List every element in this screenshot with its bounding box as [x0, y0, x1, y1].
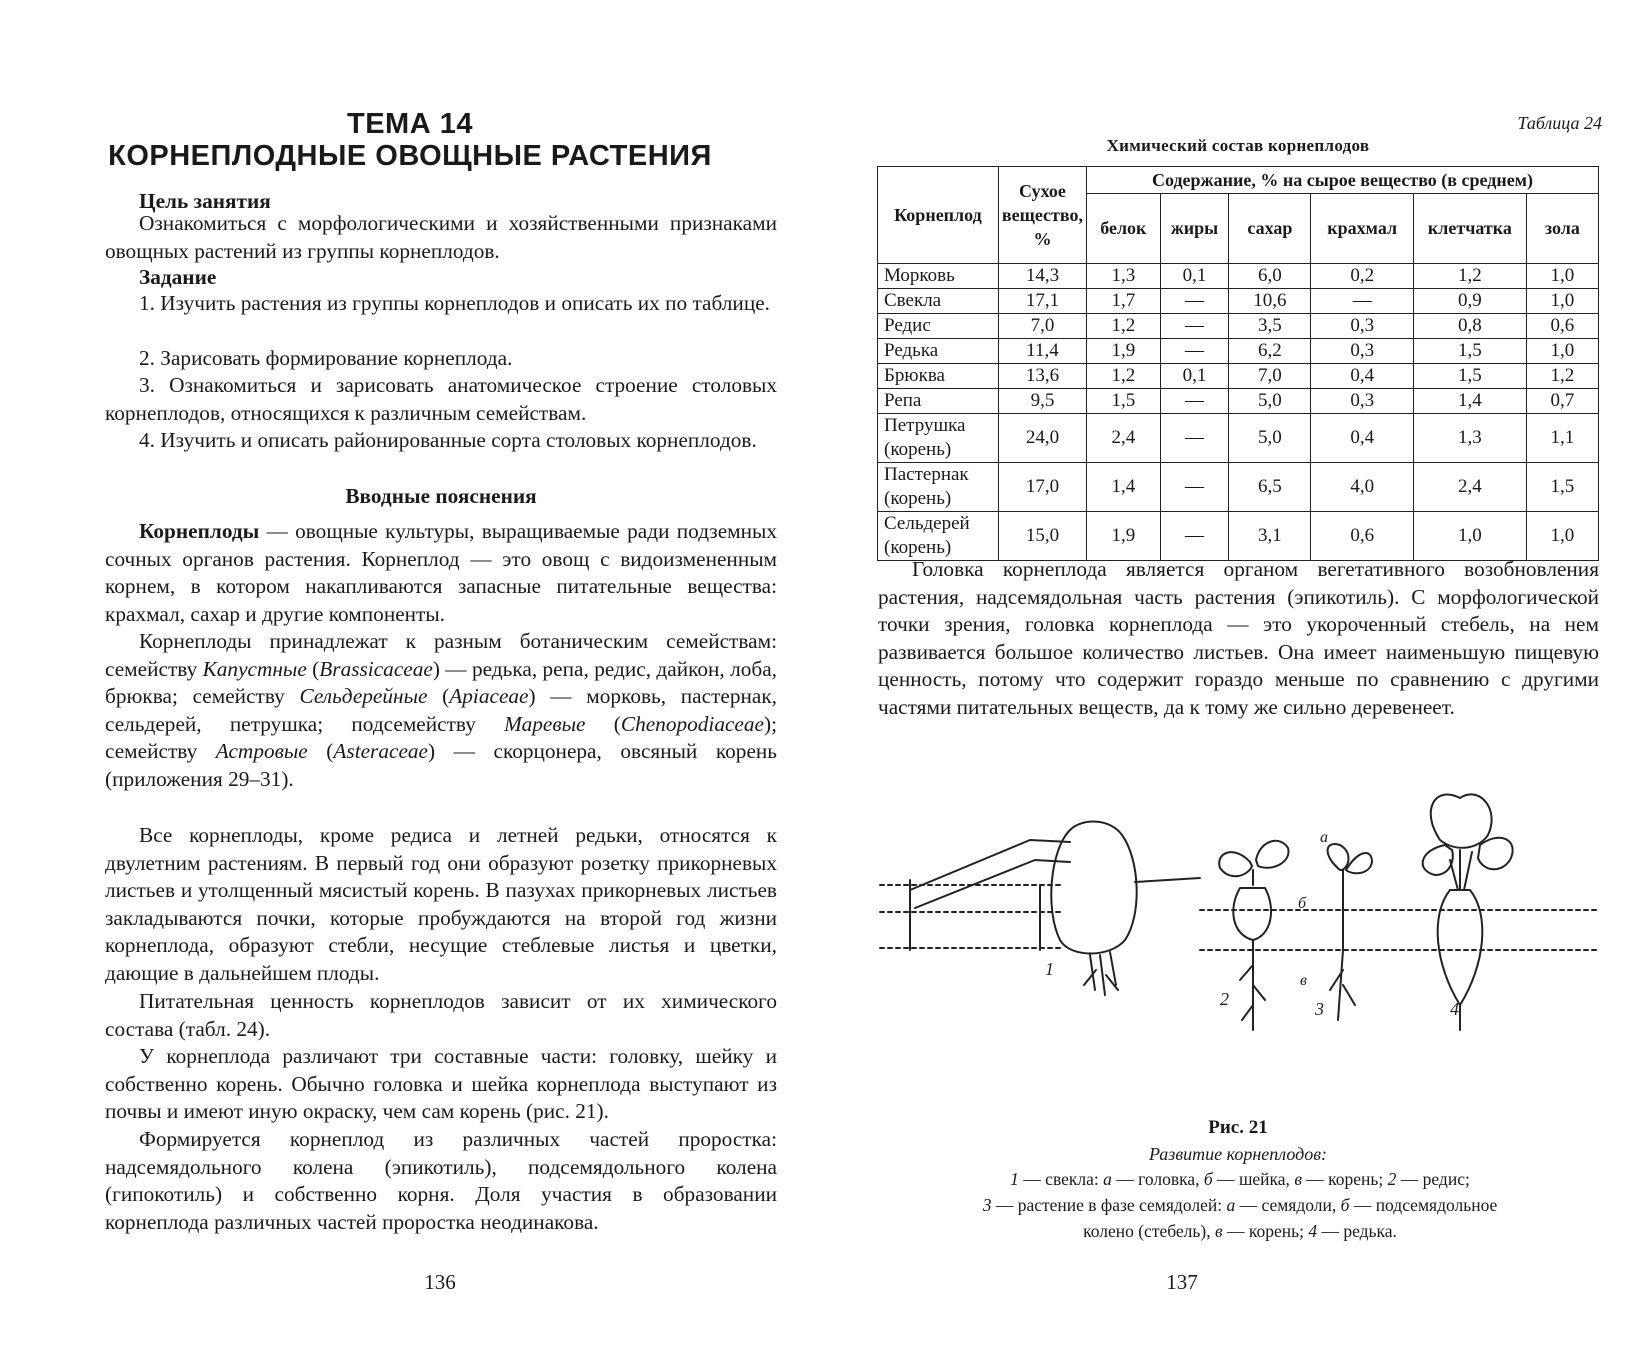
header-root: Корнеплод	[878, 167, 999, 264]
cell-value: —	[1160, 463, 1229, 512]
cell-value: 0,7	[1526, 389, 1598, 414]
header-content: Содержание, % на сырое вещество (в среднем)	[1086, 167, 1598, 194]
figure-label-v: в	[1300, 972, 1307, 989]
task-heading: Задание	[139, 265, 217, 289]
figure-label-2: 2	[1220, 989, 1229, 1009]
cell-value: 1,9	[1086, 339, 1160, 364]
cell-value: 0,3	[1311, 314, 1413, 339]
cell-value: 1,4	[1413, 389, 1526, 414]
row-name: Репа	[878, 389, 999, 414]
row-name: Пастернак (корень)	[878, 463, 999, 512]
cell-value: 2,4	[1413, 463, 1526, 512]
chemical-composition-table	[877, 166, 1599, 561]
cell-dry-matter: 11,4	[998, 339, 1086, 364]
cell-value: 5,0	[1229, 389, 1311, 414]
cell-value: 1,9	[1086, 512, 1160, 561]
figure-label-3: 3	[1315, 999, 1324, 1019]
header-ash: зола	[1526, 194, 1598, 264]
figure-caption	[880, 1166, 1600, 1244]
row-name: Сельдерей (корень)	[878, 512, 999, 561]
row-name: Морковь	[878, 264, 999, 289]
table-row	[878, 364, 1599, 389]
cell-value: 1,0	[1526, 512, 1598, 561]
table-row	[878, 414, 1599, 463]
table-label: Таблица 24	[1517, 113, 1602, 133]
cell-value: —	[1160, 389, 1229, 414]
cell-value: 10,6	[1229, 289, 1311, 314]
table-row	[878, 463, 1599, 512]
cell-value: 2,4	[1086, 414, 1160, 463]
cell-value: 1,7	[1086, 289, 1160, 314]
cell-value: 0,4	[1311, 364, 1413, 389]
cell-value: 6,0	[1229, 264, 1311, 289]
intro-heading: Вводные пояснения	[345, 484, 537, 508]
table-row	[878, 289, 1599, 314]
figure-root-development	[860, 790, 1620, 1070]
cell-dry-matter: 17,0	[998, 463, 1086, 512]
cell-value: 1,2	[1413, 264, 1526, 289]
term-rootcrops: Корнеплоды	[139, 519, 260, 543]
cell-dry-matter: 24,0	[998, 414, 1086, 463]
cell-value: —	[1160, 314, 1229, 339]
theme-number: ТЕМА 14	[347, 108, 473, 140]
cell-dry-matter: 15,0	[998, 512, 1086, 561]
beet-drawing	[880, 822, 1200, 995]
cell-value: 1,1	[1526, 414, 1598, 463]
cell-value: —	[1160, 512, 1229, 561]
goal-heading: Цель занятия	[139, 189, 271, 213]
cell-value: 0,9	[1413, 289, 1526, 314]
caption-line-2: 3 — растение в фазе семядолей: а — семядоли, б — подсемядольное	[982, 1195, 1498, 1215]
figure-label-1: 1	[1045, 959, 1054, 979]
cell-value: —	[1311, 289, 1413, 314]
cell-value: 0,3	[1311, 389, 1413, 414]
cell-value: 0,6	[1311, 512, 1413, 561]
cell-value: —	[1160, 289, 1229, 314]
cell-value: 1,0	[1413, 512, 1526, 561]
header-starch: крахмал	[1311, 194, 1413, 264]
table-body	[878, 264, 1599, 561]
cell-value: —	[1160, 414, 1229, 463]
cell-value: 1,2	[1526, 364, 1598, 389]
cell-value: 1,5	[1086, 389, 1160, 414]
cell-dry-matter: 17,1	[998, 289, 1086, 314]
cell-value: 0,4	[1311, 414, 1413, 463]
cell-value: 1,2	[1086, 314, 1160, 339]
cell-value: 4,0	[1311, 463, 1413, 512]
cell-value: 1,0	[1526, 289, 1598, 314]
header-fiber: клетчатка	[1413, 194, 1526, 264]
cell-value: 3,1	[1229, 512, 1311, 561]
row-name: Петрушка (корень)	[878, 414, 999, 463]
cell-value: 1,5	[1413, 364, 1526, 389]
cell-value: 7,0	[1229, 364, 1311, 389]
cell-value: 1,3	[1086, 264, 1160, 289]
paragraph-formation: Формируется корнеплод из различных частей проростка: надсемядольного колена (эпикотиль), подсемядольного колена (гипокотиль) и собственно корня. Доля участия в образовании корнеплода различных частей проростка неодинакова.	[105, 1127, 777, 1234]
cell-value: 5,0	[1229, 414, 1311, 463]
cell-value: 0,6	[1526, 314, 1598, 339]
cell-value: 1,0	[1526, 264, 1598, 289]
caption-line-1: 1 — свекла: а — головка, б — шейка, в — корень; 2 — редис;	[1010, 1169, 1470, 1189]
figure-label-a: а	[1320, 829, 1328, 846]
paragraph-rootcrops: Корнеплоды — овощные культуры, выращиваемые ради подземных сочных органов растения. Корнеплод — это овощ с видоизмененным корнем, в котором накапливаются запасные питательные вещества: крахмал, сахар и другие компоненты.	[105, 519, 777, 626]
row-name: Редис	[878, 314, 999, 339]
cell-dry-matter: 14,3	[998, 264, 1086, 289]
paragraph-biennial: Все корнеплоды, кроме редиса и летней редьки, относятся к двулетним растениям. В первый год они образуют розетку прикорневых листьев и утолщенный мясистый корень. В пазухах прикорневых листьев закладываются почки, которые пробуждаются на второй год жизни корнеплода, образуют стебли, несущие стеблевые листья и цветки, дающие в дальнейшем плоды.	[105, 823, 777, 985]
task-4: 4. Изучить и описать районированные сорта столовых корнеплодов.	[139, 428, 757, 452]
figure-subtitle: Развитие корнеплодов:	[1148, 1144, 1328, 1164]
figure-label-4: 4	[1450, 999, 1459, 1019]
black-radish-drawing	[1423, 794, 1513, 1030]
goal-text: Ознакомиться с морфологическими и хозяйственными признаками овощных растений из группы корнеплодов.	[105, 211, 777, 263]
table-row	[878, 512, 1599, 561]
paragraph-nutrition: Питательная ценность корнеплодов зависит от их химического состава (табл. 24).	[105, 989, 777, 1041]
cell-value: 1,2	[1086, 364, 1160, 389]
page-number-right: 137	[1166, 1270, 1198, 1294]
radish-drawing	[1219, 841, 1288, 1030]
paragraph-parts: У корнеплода различают три составные части: головку, шейку и собственно корень. Обычно головка и шейка корнеплода выступают из почвы и имеют иную окраску, чем сам корень (рис. 21).	[105, 1044, 777, 1124]
paragraph-families: Корнеплоды принадлежат к разным ботаническим семействам: семейству Капустные (Brassicaceae) — редька, репа, редис, дайкон, лоба, брюква; семейству Сельдерейные (Apiaceae) — морковь, пастернак, сельдерей, петрушка; подсемейству Маревые (Chenopodiaceae); семейству Астровые (Asteraceae) — скорцонера, овсяный корень (приложения 29–31).	[105, 629, 778, 791]
row-name: Брюква	[878, 364, 999, 389]
cell-value: 3,5	[1229, 314, 1311, 339]
task-1: 1. Изучить растения из группы корнеплодов и описать их по таблице.	[139, 291, 771, 315]
row-name: Редька	[878, 339, 999, 364]
right-page	[820, 0, 1639, 1354]
header-fats: жиры	[1160, 194, 1229, 264]
cell-value: 1,5	[1413, 339, 1526, 364]
figure-label-b: б	[1298, 895, 1307, 912]
table-row	[878, 314, 1599, 339]
page-number-left: 136	[424, 1270, 456, 1294]
cell-value: 0,1	[1160, 264, 1229, 289]
cell-value: 1,4	[1086, 463, 1160, 512]
figure-title: Рис. 21	[1208, 1117, 1268, 1138]
table-title: Химический состав корнеплодов	[1106, 136, 1370, 155]
theme-title: КОРНЕПЛОДНЫЕ ОВОЩНЫЕ РАСТЕНИЯ	[108, 140, 712, 172]
cell-dry-matter: 13,6	[998, 364, 1086, 389]
task-3: 3. Ознакомиться и зарисовать анатомическое строение столовых корнеплодов, относящихся к различным семействам.	[105, 373, 777, 425]
table-row	[878, 264, 1599, 289]
task-2: 2. Зарисовать формирование корнеплода.	[139, 346, 513, 370]
cell-value: 1,5	[1526, 463, 1598, 512]
table-row	[878, 389, 1599, 414]
caption-line-3: колено (стебель), в — корень; 4 — редька.	[1083, 1221, 1397, 1241]
header-protein: белок	[1086, 194, 1160, 264]
cell-value: 0,3	[1311, 339, 1413, 364]
table-row	[878, 339, 1599, 364]
cell-value: 6,5	[1229, 463, 1311, 512]
paragraph-head: Головка корнеплода является органом вегетативного возобновления растения, надсемядольная часть растения (эпикотиль). С морфологической точки зрения, головка корнеплода — это укороченный стебель, на нем развивается большое количество листьев. Она имеет наименьшую пищевую ценность, потому что содержит гораздо меньше по сравнению с другими частями питательных веществ, да к тому же сильно деревенеет.	[878, 557, 1599, 719]
row-name: Свекла	[878, 289, 999, 314]
cell-dry-matter: 9,5	[998, 389, 1086, 414]
cell-value: 0,8	[1413, 314, 1526, 339]
header-sugar: сахар	[1229, 194, 1311, 264]
cell-value: 1,0	[1526, 339, 1598, 364]
cell-value: 0,1	[1160, 364, 1229, 389]
cell-value: 6,2	[1229, 339, 1311, 364]
cell-value: 0,2	[1311, 264, 1413, 289]
cell-value: 1,3	[1413, 414, 1526, 463]
header-dry-matter: Сухое вещество, %	[998, 167, 1086, 264]
cell-dry-matter: 7,0	[998, 314, 1086, 339]
cell-value: —	[1160, 339, 1229, 364]
